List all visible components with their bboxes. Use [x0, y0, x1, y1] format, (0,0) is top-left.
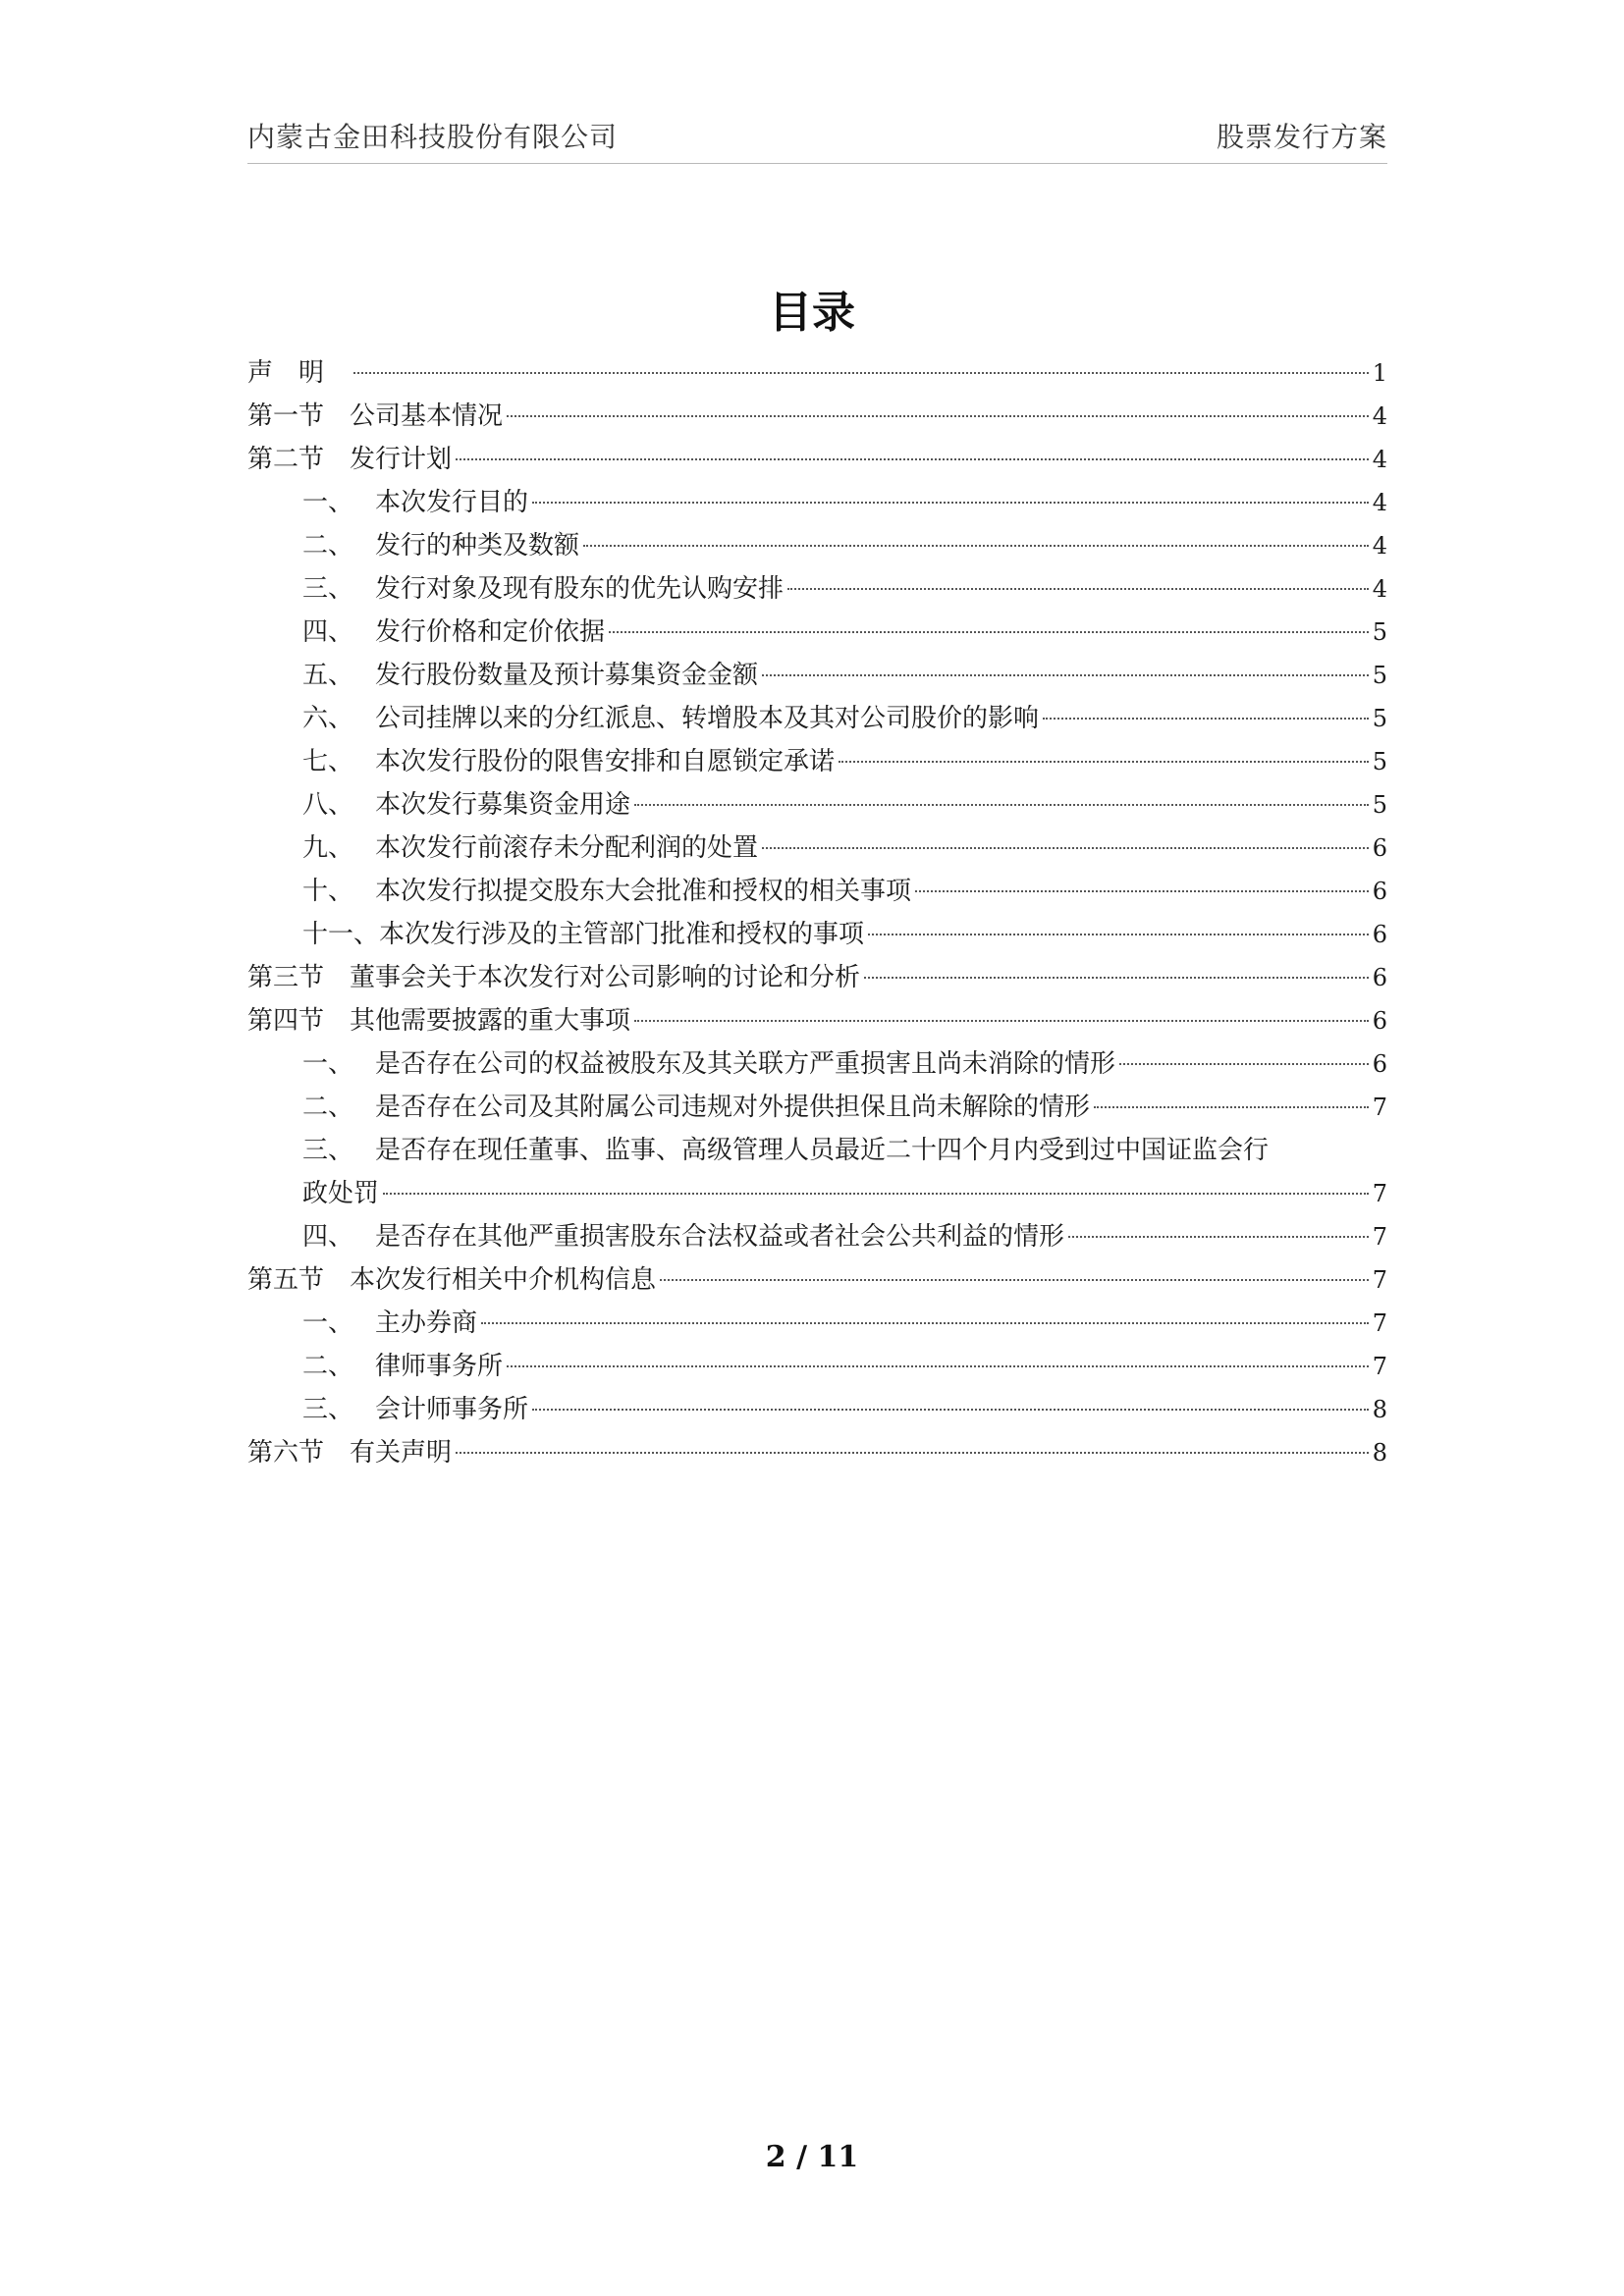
toc-entry-page: 4 — [1372, 489, 1387, 516]
toc-entry-number: 第一节 — [247, 401, 325, 431]
toc-entry[interactable] — [247, 783, 1387, 827]
toc-entry-number: 一、 — [302, 488, 354, 517]
toc-title: 目录 — [769, 288, 855, 338]
dot-leader — [1043, 718, 1369, 720]
toc-entry-page: 5 — [1372, 618, 1387, 646]
toc-entry[interactable] — [247, 481, 1387, 524]
toc-entry-page: 6 — [1372, 921, 1387, 948]
toc-entry-page: 8 — [1372, 1439, 1387, 1467]
toc-entry-title: 本次发行前滚存未分配利润的处置 — [375, 833, 759, 863]
dot-leader — [660, 1279, 1369, 1281]
dot-leader — [1119, 1063, 1369, 1065]
page-header — [247, 116, 1387, 155]
toc-entry-page: 7 — [1372, 1094, 1387, 1121]
toc-entry-title: 主办券商 — [375, 1308, 478, 1338]
dot-leader — [864, 977, 1369, 979]
toc-entry-page: 5 — [1372, 791, 1387, 819]
toc-entry-title: 发行对象及现有股东的优先认购安排 — [375, 574, 785, 604]
header-company: 内蒙古金田科技股份有限公司 — [247, 121, 619, 153]
toc-entry-page: 4 — [1372, 402, 1387, 430]
dot-leader — [839, 761, 1369, 763]
dot-leader — [915, 890, 1369, 892]
toc-entry-title: 董事会关于本次发行对公司影响的讨论和分析 — [350, 963, 861, 992]
toc-entry[interactable] — [247, 1042, 1387, 1086]
toc-entry-page: 1 — [1372, 359, 1387, 387]
toc-entry-title: 本次发行涉及的主管部门批准和授权的事项 — [379, 920, 865, 949]
dot-leader — [868, 934, 1369, 935]
toc-entry-page: 7 — [1372, 1353, 1387, 1380]
toc-entry-number: 声 明 — [247, 358, 325, 388]
dot-leader — [383, 1193, 1369, 1195]
toc-entry-number: 第六节 — [247, 1438, 325, 1468]
dot-leader — [762, 847, 1369, 849]
toc-entry-page: 7 — [1372, 1309, 1387, 1337]
toc-entry-title: 是否存在公司及其附属公司违规对外提供担保且尚未解除的情形 — [375, 1093, 1091, 1122]
table-of-contents — [247, 351, 1387, 1474]
toc-entry-number: 二、 — [302, 1093, 354, 1122]
toc-entry[interactable] — [247, 740, 1387, 783]
toc-entry-title: 是否存在现任董事、监事、高级管理人员最近二十四个月内受到过中国证监会行 — [375, 1136, 1270, 1165]
toc-entry-number: 三、 — [302, 1136, 354, 1165]
toc-entry-title: 发行股份数量及预计募集资金金额 — [375, 661, 759, 690]
toc-entry-title: 律师事务所 — [375, 1352, 504, 1381]
toc-entry[interactable] — [247, 438, 1387, 481]
toc-entry-title: 会计师事务所 — [375, 1395, 529, 1424]
toc-entry-page: 5 — [1372, 705, 1387, 732]
toc-entry[interactable] — [247, 1302, 1387, 1345]
toc-entry-title: 本次发行募集资金用途 — [375, 790, 631, 820]
toc-entry-number: 九、 — [302, 833, 354, 863]
toc-entry[interactable] — [247, 567, 1387, 611]
toc-entry-number: 第五节 — [247, 1265, 325, 1295]
toc-entry-title: 其他需要披露的重大事项 — [350, 1006, 631, 1036]
toc-entry-page: 4 — [1372, 575, 1387, 603]
page-number: 2 / 11 — [765, 2140, 859, 2174]
toc-entry-title: 本次发行拟提交股东大会批准和授权的相关事项 — [375, 877, 912, 906]
toc-entry-number: 一、 — [302, 1049, 354, 1079]
toc-entry-page: 6 — [1372, 878, 1387, 905]
toc-entry-page: 8 — [1372, 1396, 1387, 1423]
toc-entry-number: 二、 — [302, 1352, 354, 1381]
toc-entry-number: 六、 — [302, 704, 354, 733]
toc-entry[interactable] — [247, 870, 1387, 913]
toc-entry-number: 七、 — [302, 747, 354, 776]
toc-entry-number: 第四节 — [247, 1006, 325, 1036]
toc-entry-number: 第三节 — [247, 963, 325, 992]
toc-entry-page: 6 — [1372, 834, 1387, 862]
toc-entry-page: 7 — [1372, 1180, 1387, 1207]
toc-entry[interactable] — [247, 1129, 1387, 1172]
toc-entry-title: 公司基本情况 — [350, 401, 504, 431]
dot-leader — [634, 804, 1369, 806]
toc-entry-number: 五、 — [302, 661, 354, 690]
dot-leader — [787, 588, 1369, 590]
toc-entry[interactable] — [247, 351, 1387, 395]
toc-entry-page: 6 — [1372, 964, 1387, 991]
toc-entry-page: 7 — [1372, 1266, 1387, 1294]
toc-entry-title: 本次发行股份的限售安排和自愿锁定承诺 — [375, 747, 836, 776]
toc-entry-page: 7 — [1372, 1223, 1387, 1251]
toc-entry-number: 第二节 — [247, 445, 325, 474]
dot-leader — [762, 674, 1369, 676]
dot-leader — [353, 372, 1369, 374]
header-divider — [247, 163, 1387, 164]
toc-entry-title: 发行的种类及数额 — [375, 531, 580, 561]
dot-leader — [481, 1322, 1369, 1324]
toc-entry[interactable] — [247, 1215, 1387, 1258]
dot-leader — [532, 502, 1369, 504]
toc-entry[interactable] — [247, 1258, 1387, 1302]
toc-entry[interactable] — [247, 697, 1387, 740]
dot-leader — [507, 415, 1369, 417]
toc-entry-title: 发行计划 — [350, 445, 453, 474]
dot-leader — [507, 1365, 1369, 1367]
toc-entry-page: 6 — [1372, 1050, 1387, 1078]
toc-entry-title: 公司挂牌以来的分红派息、转增股本及其对公司股价的影响 — [375, 704, 1040, 733]
header-doc-type: 股票发行方案 — [1216, 121, 1387, 153]
toc-entry[interactable] — [247, 1388, 1387, 1431]
toc-entry-number: 八、 — [302, 790, 354, 820]
dot-leader — [609, 631, 1369, 633]
toc-entry-number: 三、 — [302, 1395, 354, 1424]
toc-entry[interactable] — [247, 654, 1387, 697]
toc-entry[interactable] — [247, 1086, 1387, 1129]
dot-leader — [532, 1409, 1369, 1411]
toc-entry-title: 本次发行相关中介机构信息 — [350, 1265, 657, 1295]
toc-entry-page: 5 — [1372, 748, 1387, 775]
toc-entry[interactable] — [247, 524, 1387, 567]
toc-entry[interactable] — [247, 1345, 1387, 1388]
toc-entry-page: 5 — [1372, 662, 1387, 689]
toc-entry[interactable] — [247, 827, 1387, 870]
toc-entry-number: 一、 — [302, 1308, 354, 1338]
toc-entry-page: 4 — [1372, 446, 1387, 473]
toc-entry[interactable] — [247, 999, 1387, 1042]
toc-entry-title: 是否存在公司的权益被股东及其关联方严重损害且尚未消除的情形 — [375, 1049, 1116, 1079]
toc-entry-title: 本次发行目的 — [375, 488, 529, 517]
dot-leader — [583, 545, 1369, 547]
dot-leader — [634, 1020, 1369, 1022]
toc-entry[interactable] — [247, 611, 1387, 654]
toc-entry-number: 二、 — [302, 531, 354, 561]
toc-entry[interactable] — [247, 395, 1387, 438]
toc-entry[interactable] — [247, 1431, 1387, 1474]
dot-leader — [456, 458, 1369, 460]
toc-entry-page: 4 — [1372, 532, 1387, 560]
toc-entry-number: 十、 — [302, 877, 354, 906]
toc-entry[interactable] — [247, 913, 1387, 956]
toc-entry[interactable] — [247, 956, 1387, 999]
dot-leader — [1068, 1236, 1369, 1238]
dot-leader — [1094, 1106, 1369, 1108]
toc-entry-title: 有关声明 — [350, 1438, 453, 1468]
toc-entry[interactable] — [247, 1172, 1387, 1215]
toc-entry-number: 三、 — [302, 574, 354, 604]
toc-entry-title: 发行价格和定价依据 — [375, 617, 606, 647]
toc-entry-title: 政处罚 — [302, 1179, 380, 1208]
toc-entry-number: 四、 — [302, 617, 354, 647]
toc-entry-title: 是否存在其他严重损害股东合法权益或者社会公共利益的情形 — [375, 1222, 1065, 1252]
toc-entry-page: 6 — [1372, 1007, 1387, 1035]
toc-entry-number: 十一、 — [302, 920, 380, 949]
toc-entry-number: 四、 — [302, 1222, 354, 1252]
dot-leader — [456, 1452, 1369, 1454]
